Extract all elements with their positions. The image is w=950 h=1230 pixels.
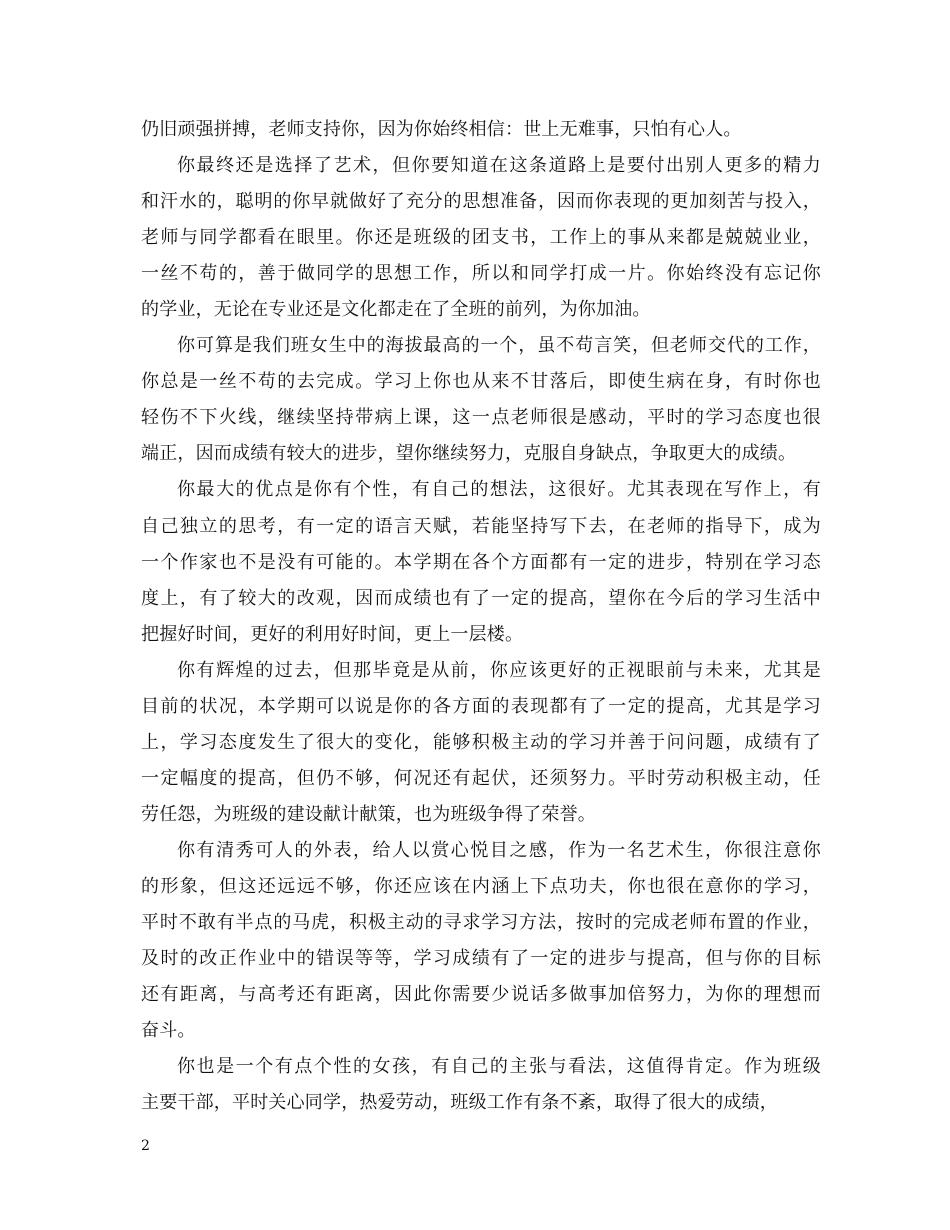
text-line: 及时的改正作业中的错误等等，学习成绩有了一定的进步与提高，但与你的目标 bbox=[141, 948, 823, 970]
text-line: 和汗水的，聪明的你早就做好了充分的思想准备，因而你表现的更加刻苦与投入， bbox=[141, 191, 822, 213]
text-line: 端正，因而成绩有较大的进步，望你继续努力，克服自身缺点，争取更大的成绩。 bbox=[141, 443, 797, 465]
text-line: 你最大的优点是你有个性，有自己的想法，这很好。尤其表现在写作上，有 bbox=[177, 479, 823, 501]
text-line: 一个作家也不是没有可能的。本学期在各个方面都有一定的进步，特别在学习态 bbox=[141, 551, 823, 573]
text-line: 还有距离，与高考还有距离，因此你需要少说话多做事加倍努力，为你的理想而 bbox=[141, 984, 823, 1006]
text-line: 一定幅度的提高，但仍不够，何况还有起伏，还须努力。平时劳动积极主动，任 bbox=[141, 767, 823, 789]
text-line: 老师与同学都看在眼里。你还是班级的团支书，工作上的事从来都是兢兢业业， bbox=[141, 227, 823, 249]
text-line: 目前的状况，本学期可以说是你的各方面的表现都有了一定的提高，尤其是学习 bbox=[141, 695, 823, 717]
text-line: 你有辉煌的过去，但那毕竟是从前，你应该更好的正视眼前与未来，尤其是 bbox=[177, 659, 823, 681]
text-line: 你有清秀可人的外表，给人以赏心悦目之感，作为一名艺术生，你很注意你 bbox=[177, 839, 823, 861]
text-line: 你也是一个有点个性的女孩，有自己的主张与看法，这值得肯定。作为班级 bbox=[177, 1056, 823, 1078]
text-line: 劳任怨，为班级的建设献计献策，也为班级争得了荣誉。 bbox=[141, 803, 596, 825]
text-line: 度上，有了较大的改观，因而成绩也有了一定的提高，望你在今后的学习生活中 bbox=[141, 587, 823, 609]
text-line: 的学业，无论在专业还是文化都走在了全班的前列，为你加油。 bbox=[141, 299, 651, 321]
text-line: 你最终还是选择了艺术，但你要知道在这条道路上是要付出别人更多的精力 bbox=[177, 155, 823, 177]
body-text bbox=[141, 112, 821, 1121]
text-line: 的形象，但这还远远不够，你还应该在内涵上下点功夫，你也很在意你的学习， bbox=[141, 875, 823, 897]
text-line: 你可算是我们班女生中的海拔最高的一个，虽不苟言笑，但老师交代的工作， bbox=[177, 335, 822, 357]
text-line: 一丝不苟的，善于做同学的思想工作，所以和同学打成一片。你始终没有忘记你 bbox=[141, 263, 823, 285]
text-line: 奋斗。 bbox=[141, 1020, 196, 1042]
text-line: 上，学习态度发生了很大的变化，能够积极主动的学习并善于问问题，成绩有了 bbox=[141, 731, 823, 753]
text-line: 把握好时间，更好的利用好时间，更上一层楼。 bbox=[141, 623, 524, 645]
text-line: 自己独立的思考，有一定的语言天赋，若能坚持写下去，在老师的指导下，成为 bbox=[141, 515, 823, 537]
text-line: 你总是一丝不苟的去完成。学习上你也从来不甘落后，即使生病在身，有时你也 bbox=[141, 371, 823, 393]
text-line: 平时不敢有半点的马虎，积极主动的寻求学习方法，按时的完成老师布置的作业， bbox=[141, 912, 822, 934]
text-line: 仍旧顽强拼搏，老师支持你，因为你始终相信：世上无难事，只怕有心人。 bbox=[141, 119, 742, 140]
page-number: 2 bbox=[141, 1138, 150, 1154]
text-line: 主要干部，平时关心同学，热爱劳动，班级工作有条不紊，取得了很大的成绩， bbox=[141, 1092, 778, 1114]
text-line: 轻伤不下火线，继续坚持带病上课，这一点老师很是感动，平时的学习态度也很 bbox=[141, 407, 823, 429]
